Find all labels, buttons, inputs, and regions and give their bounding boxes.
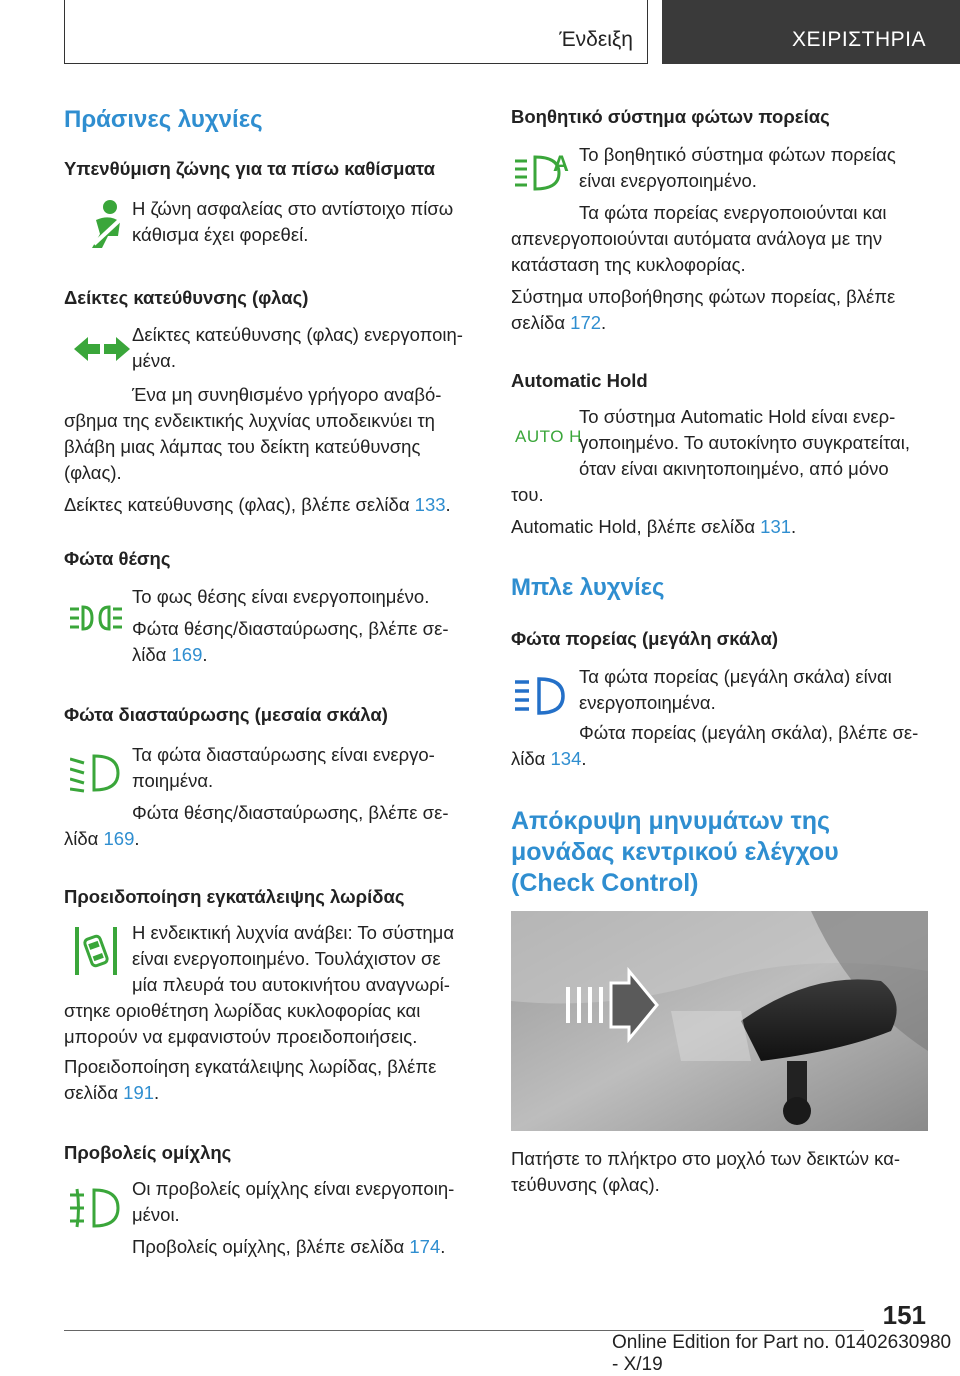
seatbelt-icon (78, 198, 128, 250)
page-link-133[interactable]: 133 (414, 494, 446, 515)
assist-reference: σελίδα 172. (511, 312, 607, 333)
page-link-174[interactable]: 174 (409, 1236, 441, 1257)
position-reference: λίδα 169. (132, 644, 208, 665)
page-link-191[interactable]: 191 (123, 1082, 155, 1103)
turn-line: Ένα μη συνηθισμένο γρήγορο αναβό- (132, 384, 442, 405)
assist-line: Σύστημα υποβοήθησης φώτων πορείας, βλέπε (511, 286, 896, 307)
assist-line: Το βοηθητικό σύστημα φώτων πορείας (579, 144, 896, 165)
lowbeam-heading: Φώτα διασταύρωσης (μεσαία σκάλα) (64, 704, 388, 725)
lane-line: Προειδοποίηση εγκατάλειψης λωρίδας, βλέπε (64, 1056, 437, 1077)
page-link-172[interactable]: 172 (570, 312, 602, 333)
check-control-title-line: (Check Control) (511, 869, 699, 897)
page-link-134[interactable]: 134 (550, 748, 582, 769)
seatbelt-line: κάθισμα έχει φορεθεί. (132, 224, 309, 245)
seatbelt-heading: Υπενθύμιση ζώνης για τα πίσω καθίσματα (64, 158, 435, 179)
lane-line: μπορούν να εμφανιστούν προειδοποιήσεις. (64, 1026, 418, 1047)
assist-line: Τα φώτα πορείας ενεργοποιούνται και (579, 202, 887, 223)
fog-reference: Προβολείς ομίχλης, βλέπε σελίδα 174. (132, 1236, 446, 1257)
lane-line: είναι ενεργοποιημένο. Τουλάχιστον σε (132, 948, 441, 969)
turn-signal-lever-photo (511, 911, 928, 1131)
lane-line: μία πλευρά του αυτοκινήτου αναγνωρί- (132, 974, 450, 995)
assist-heading: Βοηθητικό σύστημα φώτων πορείας (511, 106, 830, 127)
turn-line: βλάβη μιας λάμπας του δείκτη κατεύθυνσης (64, 436, 421, 457)
fog-light-icon (70, 1187, 122, 1229)
seatbelt-line: Η ζώνη ασφαλείας στο αντίστοιχο πίσω (132, 198, 454, 219)
position-light-icon (70, 604, 122, 632)
turn-line: μένα. (132, 350, 176, 371)
highbeam-reference: λίδα 134. (511, 748, 587, 769)
header-section-box (64, 0, 648, 64)
turn-line: σβημα της ενδεικτικής λυχνίας υποδεικνύει τη (64, 410, 435, 431)
position-line: Το φως θέσης είναι ενεργοποιημένο. (132, 586, 430, 607)
hold-heading: Automatic Hold (511, 370, 648, 391)
highbeam-line: ενεργοποιημένα. (579, 692, 716, 713)
svg-text:A: A (553, 151, 569, 176)
caption-line: τεύθυνσης (φλας). (511, 1174, 660, 1195)
header-chapter-box (662, 0, 960, 64)
footer-edition: Online Edition for Part no. 01402630980 - X/19 (612, 1332, 952, 1375)
turn-line: Δείκτες κατεύθυνσης (φλας) ενεργοποιη- (132, 324, 463, 345)
lane-heading: Προειδοποίηση εγκατάλειψης λωρίδας (64, 886, 405, 907)
auto-hold-icon: AUTO H (515, 427, 582, 446)
hold-line: γοποιημένο. Το αυτοκίνητο συγκρατείται, (579, 432, 910, 453)
page-link-131[interactable]: 131 (760, 516, 792, 537)
lowbeam-line: ποιημένα. (132, 770, 214, 791)
turn-reference: Δείκτες κατεύθυνσης (φλας), βλέπε σελίδα 133. (64, 494, 451, 515)
blue-lamps-title: Μπλε λυχνίες (511, 574, 665, 601)
high-beam-assistant-icon (515, 151, 569, 191)
assist-line: είναι ενεργοποιημένο. (579, 170, 757, 191)
turn-heading: Δείκτες κατεύθυνσης (φλας) (64, 287, 309, 308)
header-section-label: Ένδειξη (559, 28, 633, 51)
lane-line: στηκε οριοθέτηση λωρίδας κυκλοφορίας και (64, 1000, 421, 1021)
footer-divider (64, 1330, 864, 1331)
green-lamps-title: Πράσινες λυχνίες (64, 106, 263, 133)
hold-line: του. (511, 484, 544, 505)
high-beam-icon (515, 676, 567, 716)
hold-line: Το σύστημα Automatic Hold είναι ενερ- (579, 406, 896, 427)
lowbeam-line: Τα φώτα διασταύρωσης είναι ενεργο- (132, 744, 435, 765)
header-chapter-label: ΧΕΙΡΙΣΤΗΡΙΑ (791, 28, 926, 51)
check-control-title-line: Απόκρυψη μηνυμάτων της (511, 807, 831, 835)
page-link-169[interactable]: 169 (171, 644, 203, 665)
assist-line: κατάσταση της κυκλοφορίας. (511, 254, 746, 275)
hold-line: όταν είναι ακινητοποιημένο, από μόνο (579, 458, 889, 479)
hold-reference: Automatic Hold, βλέπε σελίδα 131. (511, 516, 797, 537)
check-control-title-line: μονάδας κεντρικού ελέγχου (511, 838, 839, 866)
page-number: 151 (882, 1300, 926, 1330)
highbeam-line: Φώτα πορείας (μεγάλη σκάλα), βλέπε σε- (579, 722, 919, 743)
fog-heading: Προβολείς ομίχλης (64, 1142, 232, 1163)
fog-line: Οι προβολείς ομίχλης είναι ενεργοποιη- (132, 1178, 455, 1199)
turn-signal-icon (74, 333, 130, 365)
caption-line: Πατήστε το πλήκτρο στο μοχλό των δεικτών κα- (511, 1148, 901, 1169)
highbeam-heading: Φώτα πορείας (μεγάλη σκάλα) (511, 628, 778, 649)
lane-departure-icon (74, 925, 118, 977)
lane-reference: σελίδα 191. (64, 1082, 160, 1103)
low-beam-icon (70, 753, 122, 793)
position-line: Φώτα θέσης/διασταύρωσης, βλέπε σε- (132, 618, 449, 639)
assist-line: απενεργοποιούνται αυτόματα ανάλογα με την (511, 228, 883, 249)
lowbeam-reference: λίδα 169. (64, 828, 140, 849)
position-heading: Φώτα θέσης (64, 548, 171, 569)
lowbeam-line: Φώτα θέσης/διασταύρωσης, βλέπε σε- (132, 802, 449, 823)
turn-line: (φλας). (64, 462, 122, 483)
highbeam-line: Τα φώτα πορείας (μεγάλη σκάλα) είναι (579, 666, 892, 687)
fog-line: μένοι. (132, 1204, 180, 1225)
page-link-169[interactable]: 169 (103, 828, 135, 849)
lane-line: Η ενδεικτική λυχνία ανάβει: Το σύστημα (132, 922, 455, 943)
